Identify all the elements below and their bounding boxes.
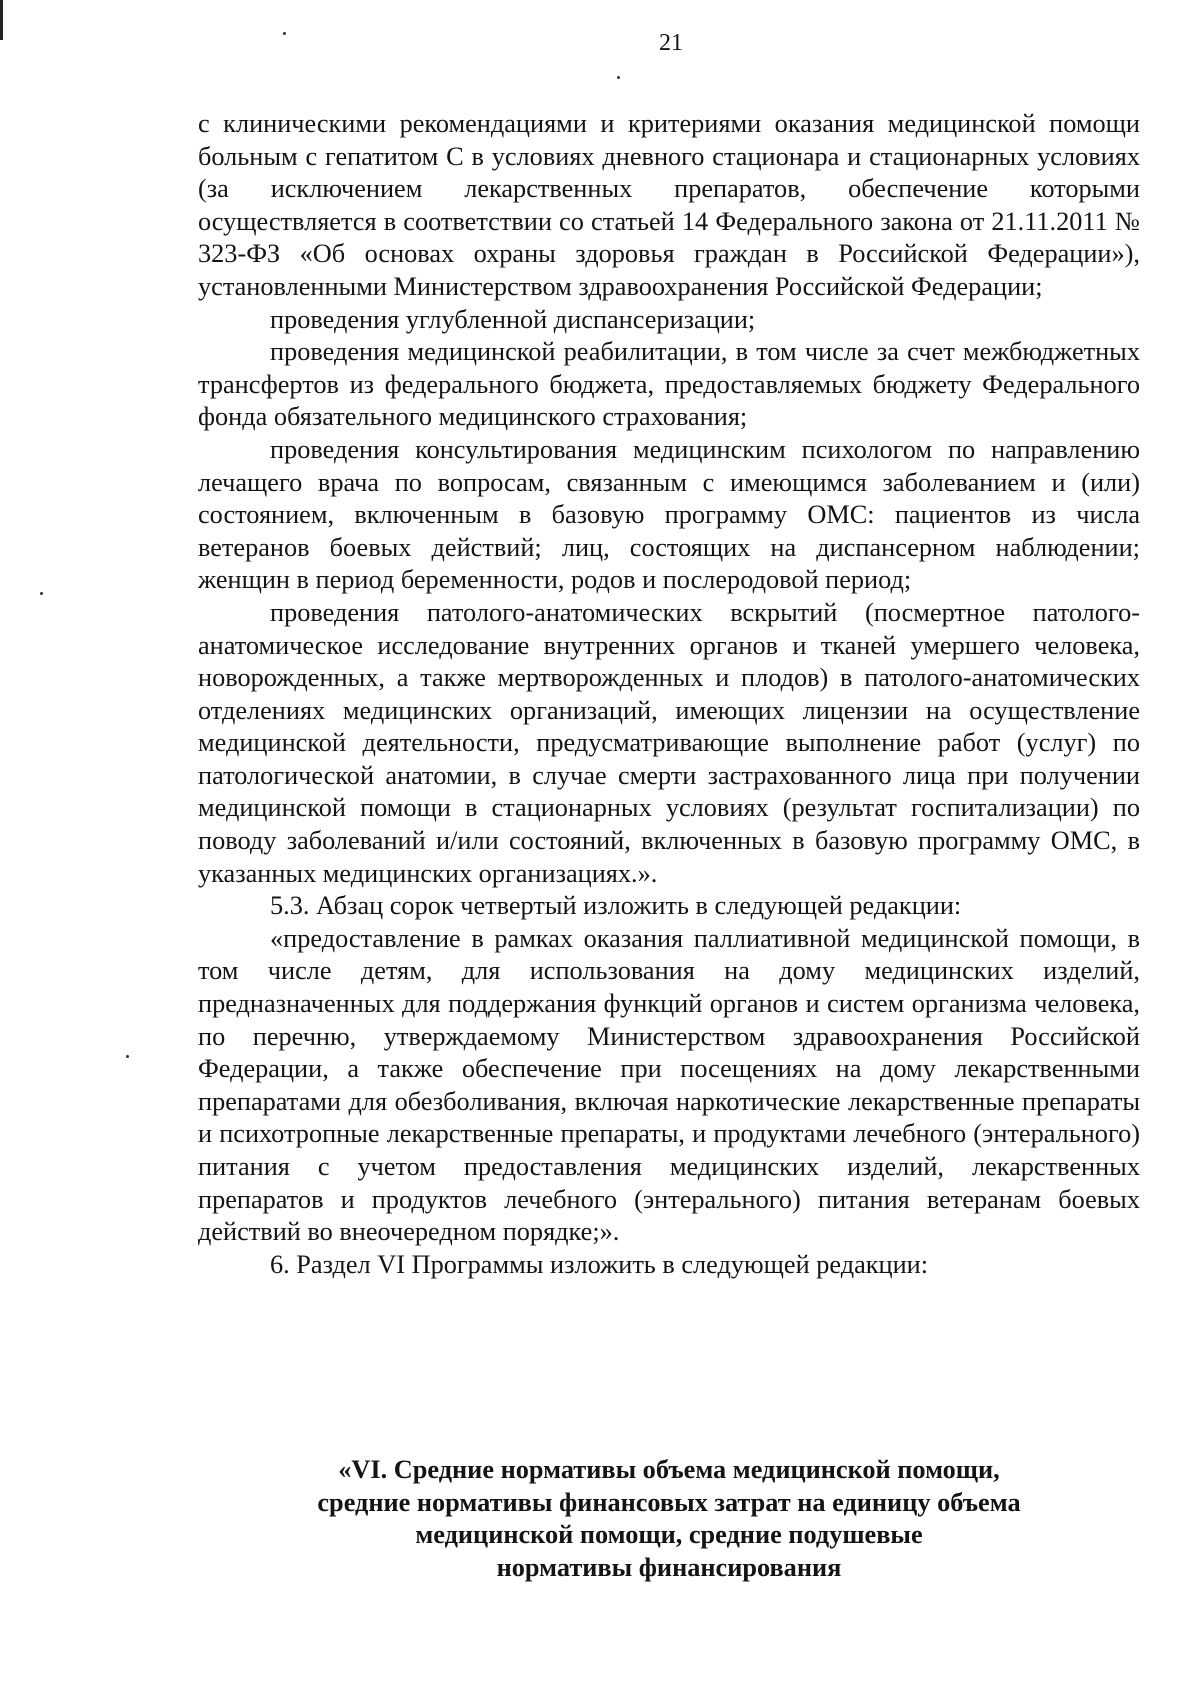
scan-speck: [617, 76, 620, 79]
body-paragraph: 6. Раздел VI Программы изложить в следующей редакции:: [270, 1249, 929, 1279]
body-paragraph: проведения консультирования медицинским психологом по направлению лечащего врача по вопросам, связанным с имеющимся заболеванием и (или) состоянием, включенным в базовую программу ОМС: пациентов из числа ветеранов боевых действий; лиц, состоящих на диспансерном наблюдении; женщин в период беременности, родов и послеродовой период;: [198, 434, 1140, 595]
scan-speck: [40, 592, 43, 595]
section-heading: [198, 1454, 1140, 1584]
section-heading-line: «VI. Средние нормативы объема медицинской помощи,: [338, 1455, 1000, 1484]
scan-speck: [126, 1055, 129, 1058]
section-heading-line: нормативы финансирования: [496, 1552, 842, 1582]
body-paragraph: проведения углубленной диспансеризации;: [270, 304, 756, 334]
document-body: [198, 108, 1140, 1281]
section-heading-line: средние нормативы финансовых затрат на единицу объема: [317, 1487, 1021, 1517]
body-paragraph: 5.3. Абзац сорок четвертый изложить в следующей редакции:: [270, 891, 962, 921]
body-paragraph: с клиническими рекомендациями и критериями оказания медицинской помощи больным с гепатитом С в условиях дневного стационара и стационарных условиях (за исключением лекарственных препаратов, обеспечение которыми осуществляется в соответствии со статьей 14 Федерального закона от 21.11.2011 № 323-ФЗ «Об основах охраны здоровья граждан в Российской Федерации»), установленными Министерством здравоохранения Российской Федерации;: [198, 109, 1140, 301]
section-heading-line: медицинской помощи, средние подушевые: [415, 1520, 923, 1550]
body-paragraph: «предоставление в рамках оказания паллиативной медицинской помощи, в том числе детям, для использования на дому медицинских изделий, предназначенных для поддержания функций органов и систем организма человека, по перечню, утверждаемому Министерством здравоохранения Российской Федерации, а также обеспечение при посещениях на дому лекарственными препаратами для обезболивания, включая наркотические лекарственные препараты и психотропные лекарственные препараты, и продуктами лечебного (энтерального) питания с учетом предоставления медицинских изделий, лекарственных препаратов и продуктов лечебного (энтерального) питания ветеранам боевых действий во внеочередном порядке;».: [198, 923, 1140, 1247]
page-number: 21: [659, 30, 683, 56]
body-paragraph: проведения медицинской реабилитации, в том числе за счет межбюджетных трансфертов из федерального бюджета, предоставляемых бюджету Федерального фонда обязательного медицинского страхования;: [198, 337, 1140, 432]
body-paragraph: проведения патолого-анатомических вскрытий (посмертное патолого-анатомическое исследование внутренних органов и тканей умершего человека, новорожденных, а также мертворожденных и плодов) в патолого-анатомических отделениях медицинских организаций, имеющих лицензии на осуществление медицинской деятельности, предусматривающие выполнение работ (услуг) по патологической анатомии, в случае смерти застрахованного лица при получении медицинской помощи в стационарных условиях (результат госпитализации) по поводу заболеваний и/или состояний, включенных в базовую программу ОМС, в указанных медицинских организациях.».: [198, 597, 1140, 888]
